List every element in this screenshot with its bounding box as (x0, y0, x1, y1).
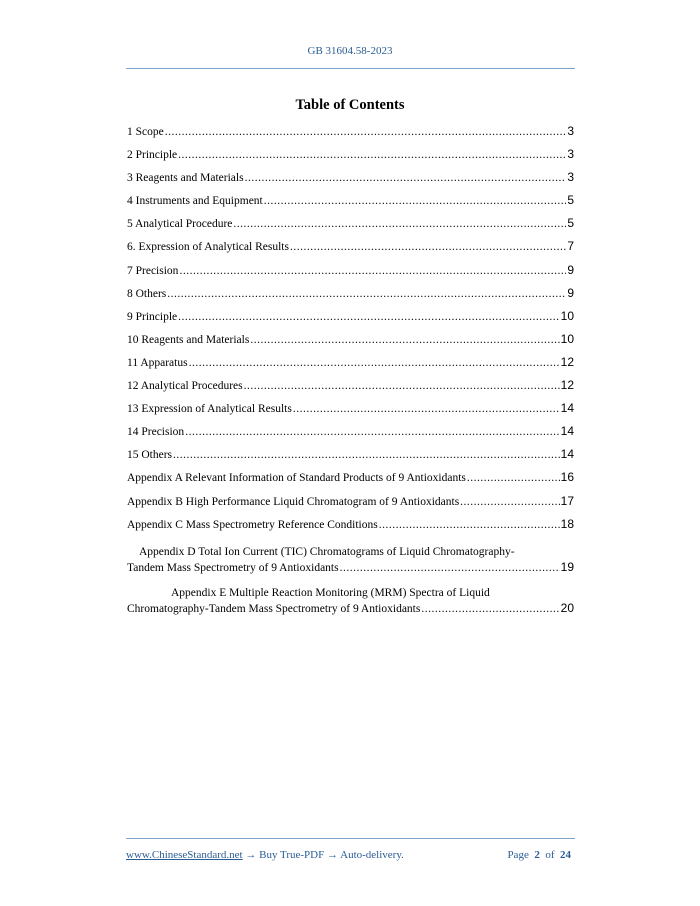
toc-entry-2-principle[interactable]: 2 Principle ..... 3 (127, 147, 574, 170)
toc-entry-1-scope[interactable]: 1 Scope ..... 3 (127, 124, 574, 147)
leader-dots (185, 426, 559, 438)
leader-dots (233, 218, 566, 230)
leader-dots (460, 496, 559, 508)
current-page-number: 2 (534, 849, 540, 861)
toc-entry-6-expression[interactable]: 6. Expression of Analytical Results ..... 7 (127, 239, 574, 262)
toc-entry-9-principle[interactable]: 9 Principle ..... 10 (127, 309, 574, 332)
header-divider (126, 68, 575, 69)
leader-dots (467, 472, 560, 484)
leader-dots (179, 265, 566, 277)
toc-entry-appendix-a[interactable]: Appendix A Relevant Information of Standard Products of 9 Antioxidants ..... 16 (127, 470, 574, 493)
leader-dots (290, 241, 566, 253)
leader-dots (189, 357, 560, 369)
page-title: Table of Contents (295, 97, 405, 113)
leader-dots (264, 195, 567, 207)
toc-entry-appendix-c[interactable]: Appendix C Mass Spectrometry Reference Conditions ..... 18 (127, 517, 574, 540)
toc-entry-11-apparatus[interactable]: 11 Apparatus ..... 12 (127, 355, 574, 378)
toc-entry-appendix-d[interactable]: Appendix D Total Ion Current (TIC) Chromatograms of Liquid Chromatography- Tandem Mass Spectrometry of 9 Antioxidants ..... 19 (127, 545, 574, 576)
leader-dots (165, 126, 567, 138)
leader-dots (340, 561, 560, 576)
footer-divider (126, 838, 575, 839)
leader-dots (173, 449, 560, 461)
toc-entry-appendix-b[interactable]: Appendix B High Performance Liquid Chromatogram of 9 Antioxidants ..... 17 (127, 494, 574, 517)
leader-dots (293, 403, 560, 415)
toc-entry-3-reagents[interactable]: 3 Reagents and Materials ..... 3 (127, 170, 574, 193)
toc-entry-12-procedures[interactable]: 12 Analytical Procedures ..... 12 (127, 378, 574, 401)
toc-entry-7-precision[interactable]: 7 Precision ..... 9 (127, 263, 574, 286)
leader-dots (421, 602, 559, 617)
toc-entry-appendix-e[interactable]: Appendix E Multiple Reaction Monitoring (MRM) Spectra of Liquid Chromatography-Tandem Mass Spectrometry of 9 Antioxidants ..... 20 (127, 586, 574, 617)
toc-entry-8-others[interactable]: 8 Others ..... 9 (127, 286, 574, 309)
toc-entry-4-instruments[interactable]: 4 Instruments and Equipment ..... 5 (127, 193, 574, 216)
leader-dots (250, 334, 559, 346)
leader-dots (379, 519, 560, 531)
leader-dots (167, 288, 566, 300)
leader-dots (245, 172, 567, 184)
auto-delivery-text: Auto-delivery. (340, 849, 404, 861)
buy-true-pdf-text: Buy True-PDF (259, 849, 325, 861)
leader-dots (178, 149, 566, 161)
toc-entry-5-procedure[interactable]: 5 Analytical Procedure ..... 5 (127, 216, 574, 239)
toc-entry-15-others[interactable]: 15 Others ..... 14 (127, 447, 574, 470)
toc-entry-10-reagents[interactable]: 10 Reagents and Materials ..... 10 (127, 332, 574, 355)
toc-entry-14-precision[interactable]: 14 Precision ..... 14 (127, 424, 574, 447)
toc-entry-13-expression[interactable]: 13 Expression of Analytical Results ..... 14 (127, 401, 574, 424)
standard-code: GB 31604.58-2023 (307, 45, 393, 57)
table-of-contents (127, 124, 574, 617)
website-link[interactable]: www.ChineseStandard.net (126, 849, 243, 861)
arrow-right-icon: → (245, 849, 257, 861)
arrow-right-icon: → (326, 849, 338, 861)
leader-dots (178, 311, 559, 323)
page-indicator: Page 2 of 24 (507, 849, 571, 861)
document-header (0, 45, 700, 57)
total-pages-number: 24 (560, 849, 571, 861)
leader-dots (244, 380, 560, 392)
